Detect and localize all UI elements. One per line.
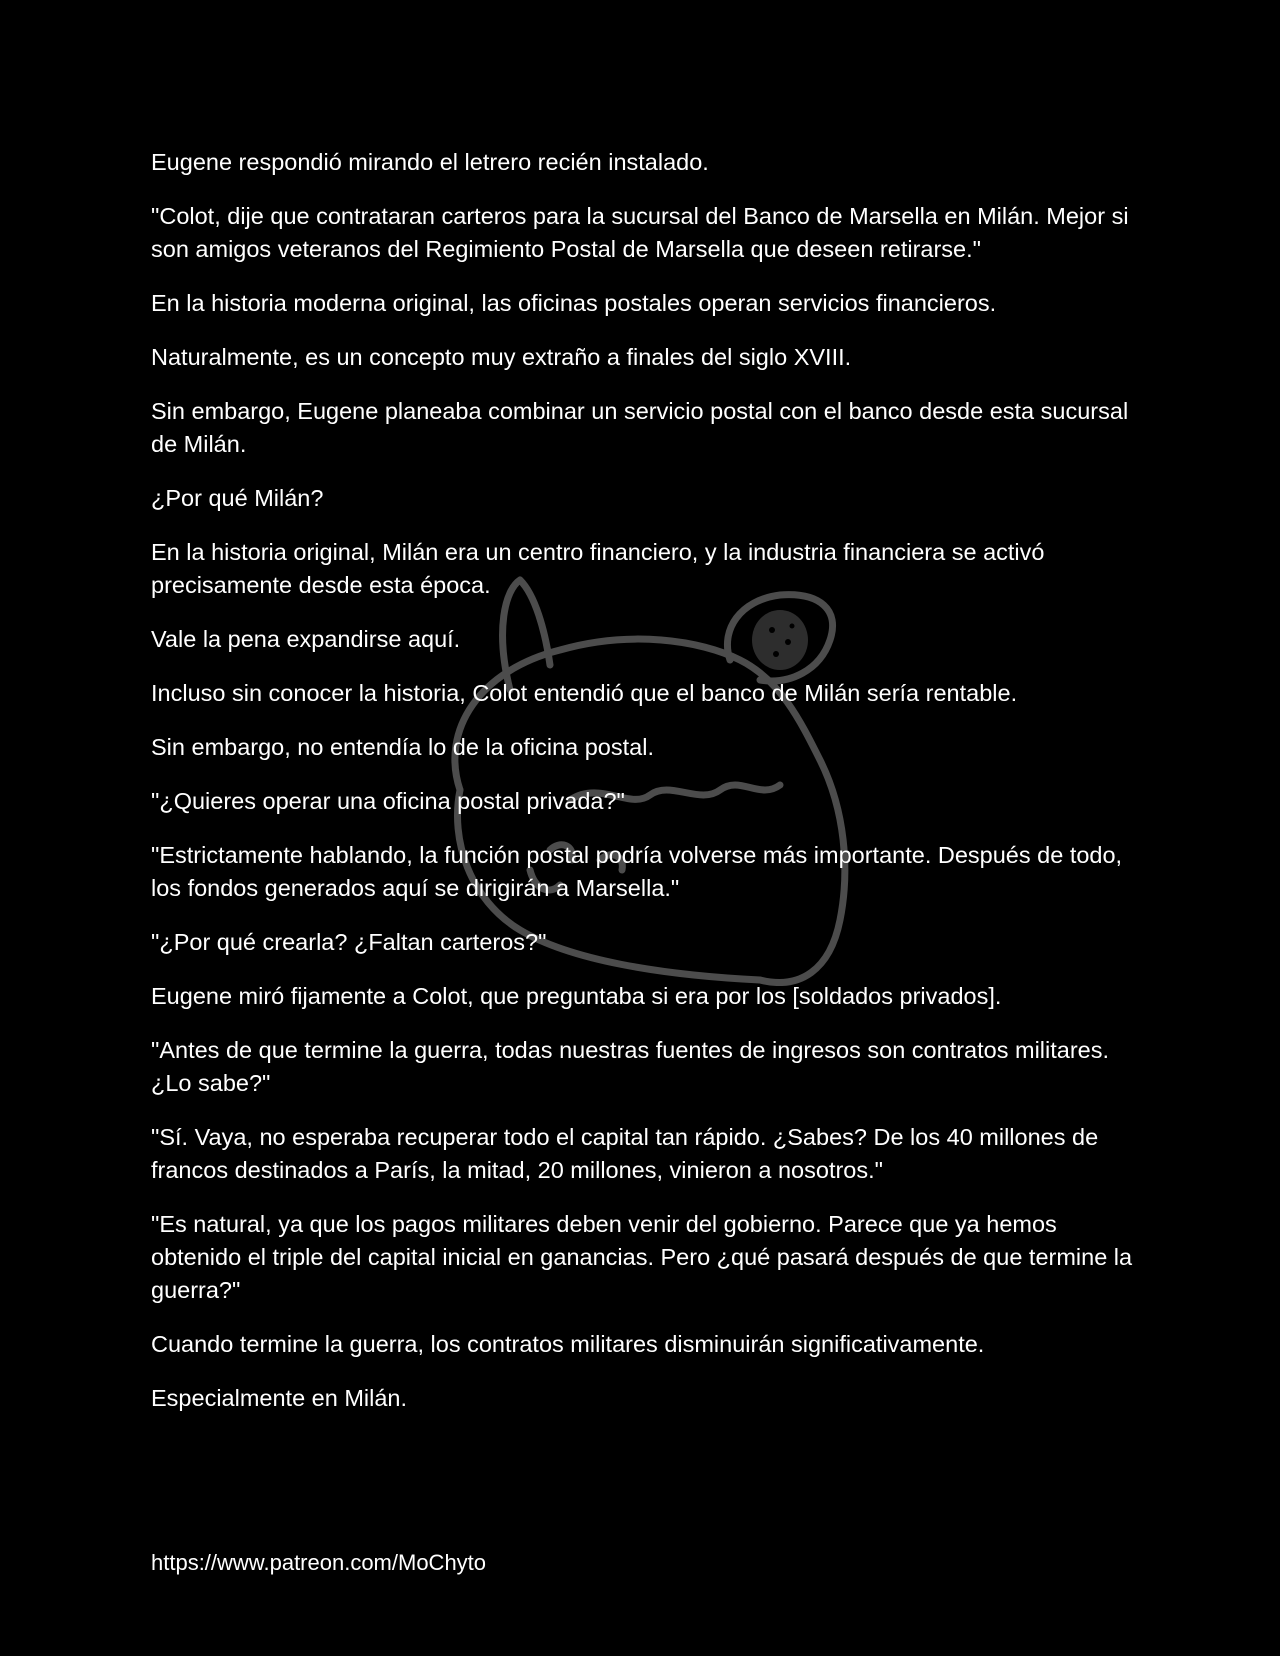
paragraph: Especialmente en Milán. (151, 1385, 408, 1411)
paragraph: Cuando termine la guerra, los contratos militares disminuirán significativamente. (151, 1331, 985, 1357)
paragraph: Sin embargo, Eugene planeaba combinar un servicio postal con el banco desde esta sucursal de Milán. (151, 398, 1129, 457)
paragraph: En la historia moderna original, las oficinas postales operan servicios financieros. (151, 290, 997, 316)
paragraph: "Colot, dije que contrataran carteros para la sucursal del Banco de Marsella en Milán. Mejor si son amigos veteranos del Regimiento Postal de Marsella que deseen retirarse." (151, 203, 1129, 262)
paragraph: Sin embargo, no entendía lo de la oficina postal. (151, 734, 654, 760)
paragraph: Incluso sin conocer la historia, Colot entendió que el banco de Milán sería rentable. (151, 680, 1018, 706)
paragraph: Eugene miró fijamente a Colot, que preguntaba si era por los [soldados privados]. (151, 983, 1002, 1009)
paragraph: Eugene respondió mirando el letrero recién instalado. (151, 149, 709, 175)
paragraph: "¿Por qué crearla? ¿Faltan carteros?" (151, 929, 547, 955)
paragraph: "¿Quieres operar una oficina postal privada?" (151, 788, 625, 814)
patreon-link[interactable]: https://www.patreon.com/MoChyto (151, 1550, 487, 1575)
paragraph: Vale la pena expandirse aquí. (151, 626, 461, 652)
paragraph: "Es natural, ya que los pagos militares deben venir del gobierno. Parece que ya hemos obtenido el triple del capital inicial en ganancias. Pero ¿qué pasará después de que termine la guerra?" (151, 1211, 1133, 1303)
paragraph: "Estrictamente hablando, la función postal podría volverse más importante. Después de todo, los fondos generados aquí se dirigirán a Marsella." (151, 842, 1123, 901)
paragraph: En la historia original, Milán era un centro financiero, y la industria financiera se activó precisamente desde esta época. (151, 539, 1045, 598)
paragraph: ¿Por qué Milán? (151, 485, 324, 511)
paragraph: "Antes de que termine la guerra, todas nuestras fuentes de ingresos son contratos militares. ¿Lo sabe?" (151, 1037, 1110, 1096)
paragraph: "Sí. Vaya, no esperaba recuperar todo el capital tan rápido. ¿Sabes? De los 40 millones de francos destinados a París, la mitad, 20 millones, vinieron a nosotros." (151, 1124, 1099, 1183)
paragraph: Naturalmente, es un concepto muy extraño a finales del siglo XVIII. (151, 344, 852, 370)
article-body (151, 146, 1141, 1436)
